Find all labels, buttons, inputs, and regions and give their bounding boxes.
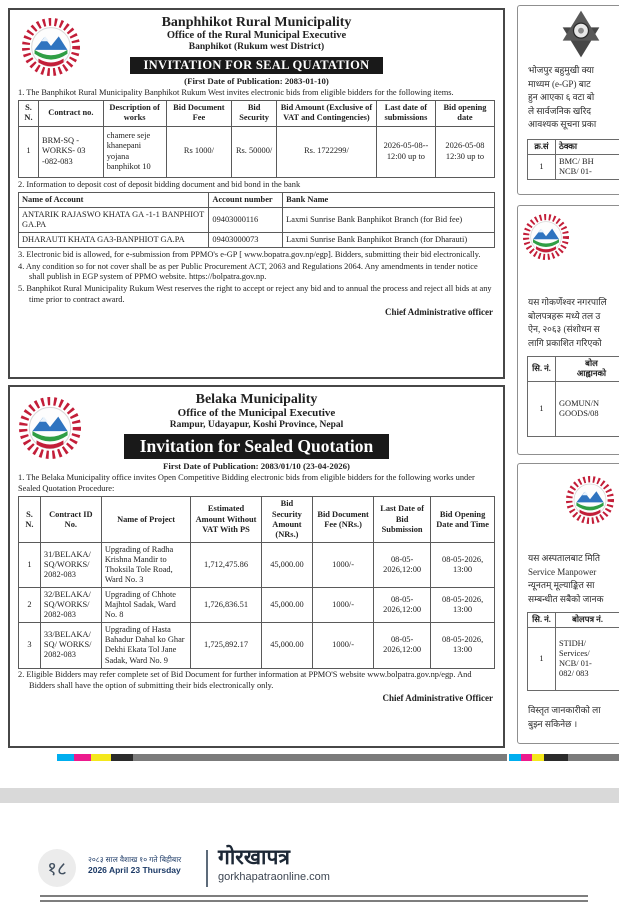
table-row: [19, 588, 495, 623]
table-cell: 32/BELAKA/ SQ/WORKS/ 2082-083: [40, 588, 101, 623]
nepali-notice-line: लागि प्रकाशित गरिएको: [528, 337, 602, 348]
nepali-notice-text: [528, 296, 607, 350]
table-row: [528, 628, 619, 691]
page-divider-band: [0, 788, 619, 803]
magenta-swatch: [74, 754, 91, 761]
bank-accounts-table: [18, 192, 495, 248]
nepali-notice-line: बुझ्न सकिनेछ ।: [528, 718, 578, 729]
notice-point: 3. Electronic bid is allowed, for e-submission from PPMO's e-GP [ www.bopatra.gov.np/egp]. Bidders, submitting their bid electronically.: [18, 249, 481, 259]
table-row: [19, 208, 495, 233]
publication-date: (First Date of Publication: 2083-01-10): [184, 75, 329, 86]
notice-intro: 1. The Banphikot Rural Municipality Banphikot Rukum West invites electronic bids from eligible bidders for the following items.: [18, 87, 454, 97]
table-header-row: [528, 613, 619, 628]
contract-no-line: GOODS/08: [559, 409, 599, 419]
nepali-notice-line: आवश्यक सूचना प्रका: [528, 119, 597, 130]
notice-intro: 1. The Belaka Municipality office invites Open Competitive Bidding electronic bids from eligible bidders for the following works under Sealed Quotation Procedure:: [18, 473, 475, 493]
tender-table: [527, 139, 619, 180]
table-row: [19, 233, 495, 248]
signature: Chief Administrative officer: [385, 307, 493, 318]
black-swatch: [111, 754, 133, 761]
tender-table: [527, 612, 619, 691]
table-cell: 1,712,475.86: [191, 542, 261, 587]
column-header: Name of Project: [101, 497, 190, 542]
notice-title: Belaka Municipality: [195, 392, 318, 407]
table-cell: Upgrading of Chhote Majhtol Sadak, Ward No. 8: [101, 588, 190, 623]
nepali-notice-text: [528, 552, 604, 606]
table-cell: Upgrading of Hasta Bahadur Dahal ko Ghar Dekhi Ekata Tol Jane Sadak, Ward No. 9: [101, 623, 190, 668]
works-table: [18, 100, 495, 177]
notice-banner: Invitation for Sealed Quotation: [124, 434, 390, 459]
nepali-notice-text: [528, 704, 601, 731]
nepali-notice-line: हुन आएका ६ वटा बो: [528, 92, 595, 103]
nepali-notice-line: भोजपुर बहुमुखी क्या: [528, 65, 594, 75]
column-header: [556, 357, 619, 382]
table-header-row: [19, 101, 495, 126]
table-row: [19, 126, 495, 177]
table-cell: 1,726,836.51: [191, 588, 261, 623]
contract-no-line: NCB/ 01-: [559, 659, 592, 669]
gray-bar: [133, 754, 507, 761]
signature: Chief Administrative Officer: [382, 693, 493, 704]
table-header-row: [528, 357, 619, 382]
table-cell: 2026-05-08-- 12:00 up to: [376, 126, 435, 177]
footer-rule: [40, 895, 588, 902]
notice-point: 4. Any condition so for not cover shall be as per Public Procurement ACT, 2063 and Regulations 2064. Any amendments in tender notice shall publish in EGP system of PPMO website. https://bolpatra.gov.np.: [18, 261, 478, 282]
table-cell: 1: [19, 126, 39, 177]
table-cell: 08-05- 2026,12:00: [374, 588, 431, 623]
notice-point: 2. Eligible Bidders may refer complete set of Bid Document for further information at PPMO'S website www.bolpatra.gov.np/egp. And Bidders shall have the option of submitting their bids electronically only.: [18, 670, 472, 690]
table-header-row: [19, 497, 495, 542]
column-header: Last date of submissions: [376, 101, 435, 126]
table-cell: 1,725,892.17: [191, 623, 261, 668]
table-cell: 09403000116: [209, 208, 283, 233]
cmyk-registration-bar: [509, 754, 619, 761]
tender-notice-gokarneshwor: [517, 205, 619, 455]
contract-no-line: GOMUN/N: [559, 399, 600, 409]
column-header: Bid Security: [232, 101, 277, 126]
table-cell: 3: [19, 623, 41, 668]
publication-date: First Date of Publication: 2083/01/10 (23-04-2026): [163, 461, 350, 472]
nepali-notice-text: [528, 64, 596, 132]
table-cell: 09403000073: [209, 233, 283, 248]
table-cell: 08-05- 2026,12:00: [374, 542, 431, 587]
table-cell: ANTARIK RAJASWO KHATA GA -1-1 BANPHIOT GA.PA: [19, 208, 209, 233]
column-header: सि. नं.: [528, 613, 556, 628]
column-header: Contract no.: [38, 101, 103, 126]
nepali-notice-line: ऐन, २०६३ (संशोधन स: [528, 324, 600, 335]
notice-office: Office of the Rural Municipal Executive: [166, 30, 347, 42]
column-header: Estimated Amount Without VAT With PS: [191, 497, 261, 542]
column-header: Bid Document Fee (NRs.): [313, 497, 374, 542]
table-cell: Laxmi Sunrise Bank Banphikot Branch (for Dharauti): [283, 233, 495, 248]
cyan-swatch: [509, 754, 521, 761]
table-row: [528, 155, 619, 180]
notice-header: [18, 15, 495, 86]
column-header: Bid opening date: [435, 101, 494, 126]
table-cell: DHARAUTI KHATA GA3-BANPHIOT GA.PA: [19, 233, 209, 248]
column-header: ठेक्का: [556, 140, 619, 155]
table-row: [19, 542, 495, 587]
column-header: क्र.सं: [528, 140, 556, 155]
column-header: Account number: [209, 193, 283, 208]
yellow-swatch: [91, 754, 111, 761]
contract-no-line: NCB/ 01-: [559, 167, 592, 177]
masthead-divider: [206, 850, 208, 887]
notice-address: Banphikot (Rukum west District): [188, 42, 325, 53]
municipal-emblem-icon: [523, 214, 569, 260]
table-cell: 1000/-: [313, 623, 374, 668]
column-header-line: बोल: [585, 359, 598, 368]
nepali-date: २०८३ साल वैशाख १० गते बिहीबार: [88, 855, 182, 864]
column-header: Bank Name: [283, 193, 495, 208]
nepali-notice-line: बोलपत्रहरू मध्ये तल उ: [528, 310, 601, 321]
municipal-emblem-icon: [566, 476, 614, 524]
tender-notice-hospital: [517, 463, 619, 744]
table-cell: 1: [528, 382, 556, 437]
cmyk-registration-bar: [57, 754, 507, 761]
contract-no-line: STIDH/: [559, 638, 586, 648]
table-cell: 2026-05-08 12:30 up to: [435, 126, 494, 177]
table-cell: 08-05- 2026,12:00: [374, 623, 431, 668]
table-cell: Rs. 1722299/: [276, 126, 376, 177]
table-cell: Upgrading of Radha Krishna Mandir to Thoksila Tole Road, Ward No. 3: [101, 542, 190, 587]
table-cell: 45,000.00: [261, 542, 312, 587]
table-cell: 45,000.00: [261, 623, 312, 668]
table-cell: 31/BELAKA/ SQ/WORKS/ 2082-083: [40, 542, 101, 587]
column-header: Description of works: [103, 101, 166, 126]
table-cell: 45,000.00: [261, 588, 312, 623]
tender-table: [527, 356, 619, 437]
campus-star-emblem-icon: [556, 8, 606, 60]
nepali-notice-line: सम्बन्धीत सबैको जानक: [528, 593, 604, 604]
tender-notice-banphikot: [8, 8, 505, 379]
date-block: [88, 855, 181, 876]
table-cell: 1000/-: [313, 588, 374, 623]
newspaper-website: gorkhapatraonline.com: [218, 871, 330, 883]
nepali-notice-line: विस्तृत जानकारीको ला: [528, 705, 601, 715]
table-cell: 33/BELAKA/ SQ/ WORKS/ 2082-083: [40, 623, 101, 668]
table-header-row: [528, 140, 619, 155]
black-swatch: [544, 754, 568, 761]
tender-notice-bhojpur-campus: [517, 5, 619, 195]
nepali-notice-line: माध्यम (e-GP) बाट: [528, 78, 591, 89]
table-cell: [556, 382, 619, 437]
table-cell: 1: [528, 628, 556, 691]
nepali-notice-line: यस गोकर्णेश्वर नगरपालि: [528, 297, 607, 307]
municipal-emblem-icon: [22, 18, 80, 76]
nepali-notice-line: न्यूनतम् मूल्याङ्कित सा: [528, 580, 595, 591]
table-cell: 1: [19, 542, 41, 587]
table-cell: 1: [528, 155, 556, 180]
table-cell: 08-05-2026, 13:00: [431, 588, 495, 623]
column-header: Name of Account: [19, 193, 209, 208]
notice-title: Banphhikot Rural Municipality: [161, 15, 352, 30]
notice-header: [18, 392, 495, 471]
notice-banner: INVITATION FOR SEAL QUATATION: [130, 57, 384, 74]
column-header: सि. नं.: [528, 357, 556, 382]
table-row: [19, 623, 495, 668]
notice-point: 5. Banphikot Rural Municipality Rukum West reserves the right to accept or reject any bid and to annual the process and reject all bids at any time prior to contract award.: [18, 284, 492, 304]
contract-no-line: BMC/ BH: [559, 157, 594, 167]
column-header: Last Date of Bid Submission: [374, 497, 431, 542]
table-cell: [556, 155, 619, 180]
nepali-notice-line: ले सार्वजनिक खरिद: [528, 105, 592, 116]
english-date: 2026 April 23 Thursday: [88, 864, 181, 875]
table-row: [528, 382, 619, 437]
notice-address: Rampur, Udayapur, Koshi Province, Nepal: [169, 420, 344, 431]
nepali-notice-line: Service Manpower: [528, 566, 597, 577]
municipal-emblem-icon: [19, 397, 81, 459]
table-cell: chamere seje khanepani yojana banphikot 10: [103, 126, 166, 177]
table-cell: 1000/-: [313, 542, 374, 587]
column-header: S. N.: [19, 497, 41, 542]
magenta-swatch: [521, 754, 532, 761]
column-header: Contract ID No.: [40, 497, 101, 542]
column-header: Bid Amount (Exclusive of VAT and Contingencies): [276, 101, 376, 126]
table-cell: Laxmi Sunrise Bank Banphikot Branch (for Bid fee): [283, 208, 495, 233]
contract-no-line: Services/: [559, 649, 590, 658]
table-cell: BRM-SQ - WORKS- 03 -082-083: [38, 126, 103, 177]
yellow-swatch: [532, 754, 544, 761]
cyan-swatch: [57, 754, 74, 761]
tender-notice-belaka: [8, 385, 505, 748]
table-cell: Rs. 50000/: [232, 126, 277, 177]
nepali-notice-line: यस अस्पतालबाट मिति: [528, 553, 601, 563]
column-header: Bid Opening Date and Time: [431, 497, 495, 542]
works-table: [18, 496, 495, 668]
page-number-badge: १८: [38, 849, 76, 887]
table-cell: 08-05-2026, 13:00: [431, 623, 495, 668]
table-cell: 2: [19, 588, 41, 623]
column-header-line: आह्वानको: [576, 369, 607, 379]
column-header: बोलपत्र नं.: [556, 613, 619, 628]
table-cell: [556, 628, 619, 691]
column-header: S. N.: [19, 101, 39, 126]
table-header-row: [19, 193, 495, 208]
notice-office: Office of the Municipal Executive: [177, 407, 336, 420]
table-cell: Rs 1000/: [166, 126, 232, 177]
column-header: Bid Security Amount (NRs.): [261, 497, 312, 542]
contract-no-line: 082/ 083: [559, 669, 589, 679]
column-header: Bid Document Fee: [166, 101, 232, 126]
gray-bar: [568, 754, 619, 761]
newspaper-masthead: गोरखापत्र: [218, 846, 290, 869]
bank-info-heading: 2. Information to deposit cost of deposit bidding document and bid bond in the bank: [18, 179, 301, 189]
table-cell: 08-05-2026, 13:00: [431, 542, 495, 587]
